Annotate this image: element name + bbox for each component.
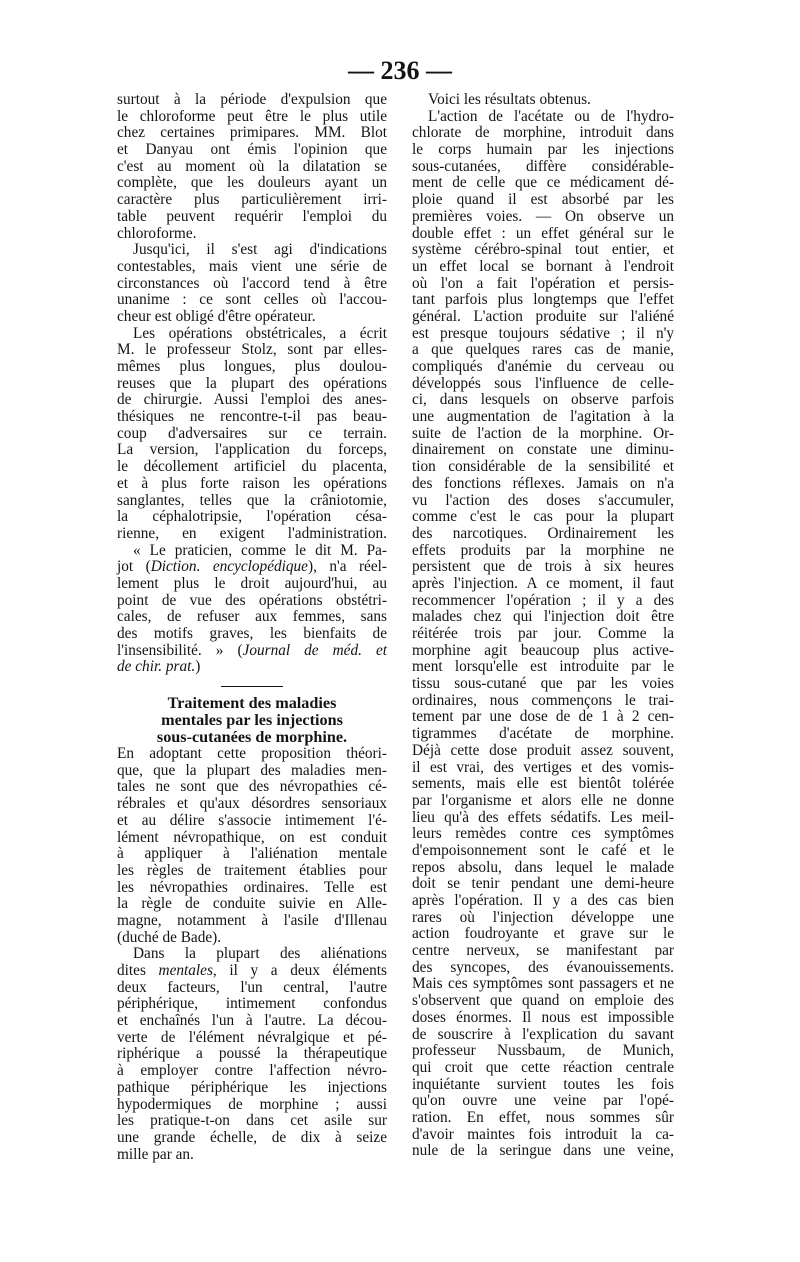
- text-line: des fonctions réflexes. Jamais on n'a: [412, 474, 674, 492]
- text-line: chlorate de morphine, introduit dans: [412, 124, 674, 142]
- text-line: à employer contre l'affection névro-: [117, 1062, 387, 1080]
- text-line: les névropathies ordinaires. Telle est: [117, 878, 387, 896]
- text-line: recommencer l'opération ; il y a des: [412, 591, 674, 609]
- text-line: rébrales et qu'aux désordres sensoriaux: [117, 795, 387, 813]
- text-fragment: l'insensibilité. » (: [117, 641, 243, 659]
- paragraph-resultats: [412, 92, 674, 109]
- text-line: caractère plus particulièrement irri-: [117, 191, 387, 209]
- text-line: ordinaires, nous commençons le trai-: [412, 691, 674, 709]
- text-line: tement par une dose de de 1 à 2 cen-: [412, 708, 674, 726]
- text-line: ploie quand il est absorbé par les: [412, 191, 674, 209]
- text-line: par l'organisme et alors elle ne donne: [412, 791, 674, 809]
- text-line: (duché de Bade).: [117, 928, 222, 946]
- left-column: [117, 92, 387, 1163]
- paragraph-alienations: [117, 946, 387, 1163]
- text-line: rienne, en exigent l'administration.: [117, 524, 387, 542]
- text-line: et enchaînés l'un à l'autre. La décou-: [117, 1012, 387, 1030]
- italic-word: mentales: [158, 962, 213, 979]
- heading-line: mentales par les injections: [161, 711, 343, 730]
- text-line: table peuvent requérir l'emploi du: [117, 207, 387, 225]
- text-line: des narcotiques. Ordinairement les: [412, 524, 674, 542]
- text-line: malades chez qui l'injection doit être: [412, 608, 674, 626]
- text-line: rares où l'injection développe une: [412, 908, 674, 926]
- text-line: contestables, mais vient une série de: [117, 257, 387, 275]
- text-line: compliqués d'anémie du cerveau ou: [412, 358, 674, 375]
- text-line: d'avoir maintes fois introduit la ca-: [412, 1125, 674, 1143]
- text-line: suite de l'action de la morphine. Or-: [412, 424, 674, 442]
- paragraph-action-morphine: [412, 109, 674, 1160]
- text-line: il est vrai, des vertiges et des vomis-: [412, 758, 674, 776]
- text-line: repos absolu, dans lequel le malade: [412, 858, 674, 876]
- text-line: complète, que les douleurs ayant un: [117, 174, 387, 192]
- text-line: [117, 559, 387, 576]
- text-line: nule de la seringue dans une veine,: [412, 1142, 674, 1160]
- heading-line: sous-cutanées de morphine.: [156, 728, 348, 747]
- text-line: tigrammes d'acétate de morphine.: [412, 725, 674, 743]
- text-line: doit se tenir pendant une demi-heure: [412, 875, 674, 893]
- text-line: lément névropathique, on est conduit: [117, 828, 387, 846]
- text-line: doses énormes. Il nous est impossible: [412, 1008, 674, 1026]
- text-line: Voici les résultats obtenus.: [428, 91, 591, 108]
- section-heading: [117, 695, 387, 746]
- text-line: des syncopes, des évanouissements.: [412, 958, 674, 976]
- text-line: [117, 659, 387, 676]
- text-line: cales, de refuser aux femmes, sans: [117, 608, 387, 626]
- text-line: vu l'action des doses s'accumuler,: [412, 491, 674, 509]
- paragraph-proposition: [117, 746, 387, 946]
- text-line: sements, mais elle est bientôt tolérée: [412, 775, 674, 793]
- text-line: professeur Nussbaum, de Munich,: [412, 1042, 674, 1060]
- text-line: mille par an.: [117, 1145, 194, 1163]
- text-line: réitérée trois par jour. Comme la: [412, 625, 674, 642]
- text-line: périphérique, intimement confondus: [117, 995, 387, 1013]
- text-line: le corps humain par les injections: [412, 141, 674, 159]
- text-line: point de vue des opérations obstétri-: [117, 591, 387, 609]
- text-fragment: , il y a deux éléments: [212, 962, 387, 979]
- text-line: circonstances où l'accord tend à être: [117, 274, 387, 292]
- text-line: c'est au moment où la dilatation se: [117, 157, 387, 175]
- text-line: lieu qu'à des effets sédatifs. Les meil-: [412, 808, 674, 826]
- text-line: à appliquer à l'aliénation mentale: [117, 845, 387, 863]
- text-line: la règle de conduite suivie en Alle-: [117, 895, 387, 913]
- text-line: action foudroyante et grave sur le: [412, 925, 674, 943]
- text-line: tant parfois plus longtemps que l'effet: [412, 291, 674, 309]
- text-line: après l'opération. Il y a des cas bien: [412, 892, 674, 909]
- text-line: et Danyau ont émis l'opinion que: [117, 141, 387, 159]
- text-line: persistent que de trois à six heures: [412, 558, 674, 576]
- text-line: L'action de l'acétate ou de l'hydro-: [428, 107, 674, 125]
- paragraph-operations-obstetricales: [117, 326, 387, 676]
- text-line: tales ne sont que des névropathies cé-: [117, 778, 387, 796]
- text-line: dinairement on constate une diminu-: [412, 441, 674, 459]
- text-line: reuses que la plupart des opérations: [117, 374, 387, 392]
- text-line: effets produits par la morphine ne: [412, 541, 674, 559]
- text-line: sous-cutanées, diffère considérable-: [412, 157, 674, 175]
- text-line: surtout à la période d'expulsion que: [117, 91, 387, 108]
- text-line: morphine agit beaucoup plus active-: [412, 641, 674, 659]
- text-line: des motifs graves, les bienfaits de: [117, 625, 387, 642]
- text-line: verte de l'élément névralgique et pé-: [117, 1028, 387, 1046]
- section-divider: [221, 686, 283, 687]
- text-line: qui croit que cette réaction centrale: [412, 1058, 674, 1076]
- text-line: développés sous l'influence de celle-: [412, 374, 674, 392]
- text-line: que, que la plupart des maladies men-: [117, 761, 387, 779]
- text-line: [117, 643, 387, 660]
- text-line: cheur est obligé d'être opérateur.: [117, 307, 316, 325]
- text-line: ration. En effet, nous sommes sûr: [412, 1108, 674, 1126]
- text-line: le décollement artificiel du placenta,: [117, 458, 387, 476]
- text-line: une augmentation de l'agitation à la: [412, 408, 674, 426]
- text-line: ci, dans lesquels on observe parfois: [412, 391, 674, 409]
- text-fragment: ), n'a réel-: [307, 558, 387, 576]
- text-line: les pratique-t-on dans cet asile sur: [117, 1112, 387, 1130]
- text-line: pathique périphérique les injections: [117, 1078, 387, 1096]
- text-line: hypodermiques de morphine ; aussi: [117, 1095, 387, 1113]
- text-fragment: jot (: [117, 558, 151, 576]
- text-line: de souscrire à l'explication du savant: [412, 1025, 674, 1043]
- text-line: ment de celle que ce médicament dé-: [412, 174, 674, 192]
- text-line: [117, 963, 387, 980]
- text-line: coup d'adversaires sur ce terrain.: [117, 424, 387, 442]
- text-line: un effet local se bornant à l'endroit: [412, 257, 674, 275]
- italic-citation: Journal de méd. et: [242, 641, 387, 659]
- text-line: système cérébro-spinal tout entier, et: [412, 241, 674, 259]
- text-line: Mais ces symptômes sont passagers et ne: [412, 975, 674, 993]
- text-line: s'observent que quand on emploie des: [412, 992, 674, 1010]
- text-line: Dans la plupart des aliénations: [133, 945, 387, 963]
- text-line: comme c'est le cas pour la plupart: [412, 508, 674, 526]
- text-line: premières voies. — On observe un: [412, 207, 674, 225]
- text-line: Les opérations obstétricales, a écrit: [133, 324, 387, 342]
- text-line: ment lorsqu'elle est introduite par le: [412, 658, 674, 676]
- text-line: le chloroforme peut être le plus utile: [117, 107, 387, 125]
- text-line: où l'on a fait l'opération et persis-: [412, 274, 674, 292]
- text-line: mêmes plus longues, plus doulou-: [117, 358, 387, 375]
- text-line: de chirurgie. Aussi l'emploi des anes-: [117, 391, 387, 409]
- text-line: une grande échelle, de dix à seize: [117, 1128, 387, 1146]
- text-line: a que quelques rares cas de manie,: [412, 341, 674, 359]
- text-line: unanime : ce sont celles où l'accou-: [117, 291, 387, 309]
- text-line: La version, l'application du forceps,: [117, 441, 387, 459]
- text-fragment: dites: [117, 962, 159, 979]
- text-line: Déjà cette dose produit assez souvent,: [412, 741, 674, 759]
- text-line: inquiétante survient toutes les fois: [412, 1075, 674, 1093]
- text-line: En adoptant cette proposition théori-: [117, 745, 387, 763]
- text-line: magne, notamment à l'asile d'Illenau: [117, 911, 387, 929]
- page-number: — 236 —: [348, 56, 452, 85]
- text-line: tissu sous-cutané que par les voies: [412, 675, 674, 693]
- italic-reference: Diction. encyclopédique: [150, 558, 308, 576]
- text-line: et au délire s'associe intimement l'é-: [117, 811, 387, 829]
- text-line: lement plus le droit aujourd'hui, au: [117, 574, 387, 592]
- text-line: chez certaines primipares. MM. Blot: [117, 124, 387, 142]
- text-line: M. le professeur Stolz, sont par elles-: [117, 341, 387, 359]
- text-line: général. L'action produite sur l'aliéné: [412, 307, 674, 325]
- text-line: qu'on ouvre une veine par l'opé-: [412, 1092, 674, 1110]
- text-line: riphérique a poussé la thérapeutique: [117, 1045, 387, 1063]
- text-line: centre nerveux, se manifestant par: [412, 942, 674, 960]
- text-line: Jusqu'ici, il s'est agi d'indications: [133, 241, 387, 259]
- text-line: tion considérable de la sensibilité et: [412, 458, 674, 476]
- paragraph-indications: [117, 242, 387, 325]
- paragraph-chloroforme: [117, 92, 387, 242]
- text-line: double effet : un effet général sur le: [412, 224, 674, 242]
- text-line: les règles de traitement établies pour: [117, 861, 387, 879]
- text-line: leurs remèdes contre ces symptômes: [412, 825, 674, 843]
- heading-line: Traitement des maladies: [167, 694, 337, 713]
- right-column: [412, 92, 674, 1160]
- text-line: d'empoisonnement sont le café et le: [412, 841, 674, 859]
- text-line: chloroforme.: [117, 224, 197, 242]
- italic-citation: de chir. prat.: [117, 658, 196, 676]
- text-fragment: ): [195, 658, 201, 676]
- text-line: après l'injection. A ce moment, il faut: [412, 574, 674, 592]
- text-line: sanglantes, telles que la crâniotomie,: [117, 491, 387, 509]
- text-line: est presque toujours sédative ; il n'y: [412, 324, 674, 342]
- text-line: « Le praticien, comme le dit M. Pa-: [133, 541, 387, 559]
- text-line: deux facteurs, l'un central, l'autre: [117, 978, 387, 996]
- text-line: et à plus forte raison les opérations: [117, 474, 387, 492]
- text-line: thésiques ne rencontre-t-il pas beau-: [117, 408, 387, 426]
- text-line: la céphalotripsie, l'opération césa-: [117, 508, 387, 526]
